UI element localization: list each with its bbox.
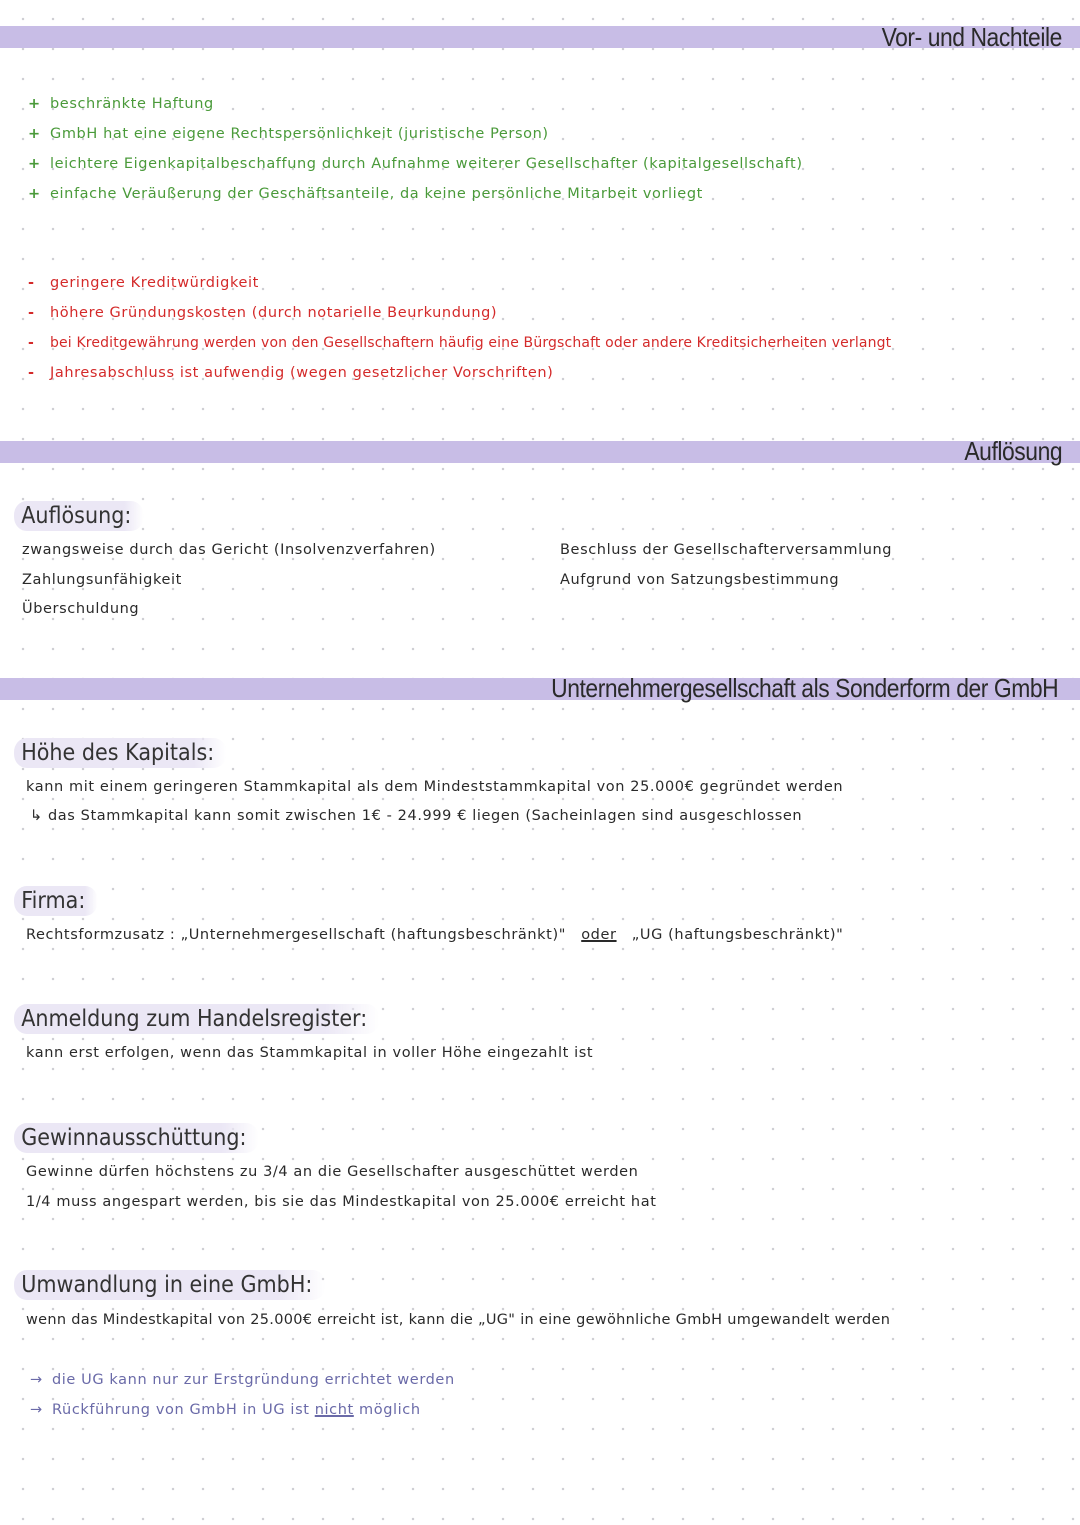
umwandlung-note	[30, 1372, 455, 1388]
vorteil-text: beschränkte Haftung	[50, 96, 214, 112]
nachteil-text: geringere Kreditwürdigkeit	[50, 275, 259, 291]
gewinn-line: 1/4 muss angespart werden, bis sie das Mindestkapital von 25.000€ erreicht hat	[26, 1194, 657, 1210]
nachteil-text: höhere Gründungskosten (durch notarielle Beurkundung)	[50, 305, 498, 321]
minus-marker: -	[28, 365, 35, 381]
vorteil-text: GmbH hat eine eigene Rechtspersönlichkeit (juristische Person)	[50, 126, 549, 142]
gewinn-line: Gewinne dürfen höchstens zu 3/4 an die Gesellschafter ausgeschüttet werden	[26, 1164, 639, 1180]
heading-anmeldung: Anmeldung zum Handelsregister:	[14, 1004, 380, 1034]
plus-marker: +	[28, 126, 41, 142]
firma-suffix: „UG (haftungsbeschränkt)"	[631, 927, 844, 943]
umwandlung-note	[30, 1402, 421, 1418]
vorteil-text: einfache Veräußerung der Geschäftsanteile, da keine persönliche Mitarbeit vorliegt	[50, 186, 703, 202]
arrow-right-icon: →	[30, 1402, 43, 1418]
plus-marker: +	[28, 156, 41, 172]
return-arrow-icon: ↳	[30, 808, 43, 824]
vorteil-item	[28, 156, 803, 172]
vorteil-text: leichtere Eigenkapitalbeschaffung durch Aufnahme weiterer Gesellschafter (kapitalgesellschaft)	[50, 156, 803, 172]
firma-line	[26, 927, 843, 943]
arrow-right-icon: →	[30, 1372, 43, 1388]
heading-kapital: Höhe des Kapitals:	[14, 738, 227, 768]
firma-prefix: Rechtsformzusatz : „Unternehmergesellschaft (haftungsbeschränkt)"	[26, 927, 566, 943]
nachteil-item	[28, 275, 259, 291]
kapital-line-text: das Stammkapital kann somit zwischen 1€ - 24.999 € liegen (Sacheinlagen sind ausgeschlossen	[48, 808, 803, 824]
heading-gewinn: Gewinnausschüttung:	[14, 1123, 259, 1153]
minus-marker: -	[28, 275, 35, 291]
heading-umwandlung: Umwandlung in eine GmbH:	[14, 1270, 325, 1300]
firma-oder: oder	[581, 927, 617, 943]
nachteil-text: bei Kreditgewährung werden von den Gesellschaftern häufig eine Bürgschaft oder andere Kreditsicherheiten verlangt	[50, 335, 892, 351]
plus-marker: +	[28, 186, 41, 202]
umwandlung-line: wenn das Mindestkapital von 25.000€ erreicht ist, kann die „UG" in eine gewöhnliche GmbH umgewandelt werden	[26, 1312, 891, 1328]
nachteil-item	[28, 305, 497, 321]
note-text: Rückführung von GmbH in UG ist	[52, 1402, 310, 1418]
section-title-aufloesung: Auflösung	[964, 436, 1062, 466]
aufloesung-left-item: Zahlungsunfähigkeit	[22, 572, 182, 588]
section-title-vor-nachteile: Vor- und Nachteile	[881, 22, 1062, 52]
nachteil-item	[28, 335, 891, 351]
minus-marker: -	[28, 335, 34, 351]
aufloesung-right-item: Beschluss der Gesellschafterversammlung	[560, 542, 893, 558]
aufloesung-left-item: zwangsweise durch das Gericht (Insolvenzverfahren)	[22, 542, 436, 558]
note-emphasis: nicht	[314, 1402, 354, 1418]
vorteil-item	[28, 96, 214, 112]
note-text: die UG kann nur zur Erstgründung errichtet werden	[52, 1372, 455, 1388]
section-band-aufloesung	[0, 441, 1080, 463]
plus-marker: +	[28, 96, 41, 112]
kapital-line: kann mit einem geringeren Stammkapital als dem Mindeststammkapital von 25.000€ gegründet werden	[26, 779, 844, 795]
vorteil-item	[28, 126, 549, 142]
vorteil-item	[28, 186, 703, 202]
heading-aufloesung: Auflösung:	[14, 501, 144, 531]
minus-marker: -	[28, 305, 35, 321]
section-title-ug: Unternehmergesellschaft als Sonderform der GmbH	[550, 673, 1058, 703]
aufloesung-left-item: Überschuldung	[22, 601, 140, 617]
aufloesung-right-item: Aufgrund von Satzungsbestimmung	[560, 572, 840, 588]
nachteil-text: Jahresabschluss ist aufwendig (wegen gesetzlicher Vorschriften)	[50, 365, 554, 381]
heading-firma: Firma:	[14, 886, 98, 916]
nachteil-item	[28, 365, 553, 381]
anmeldung-line: kann erst erfolgen, wenn das Stammkapital in voller Höhe eingezahlt ist	[26, 1045, 594, 1061]
kapital-line	[30, 808, 802, 824]
note-text: möglich	[359, 1402, 421, 1418]
